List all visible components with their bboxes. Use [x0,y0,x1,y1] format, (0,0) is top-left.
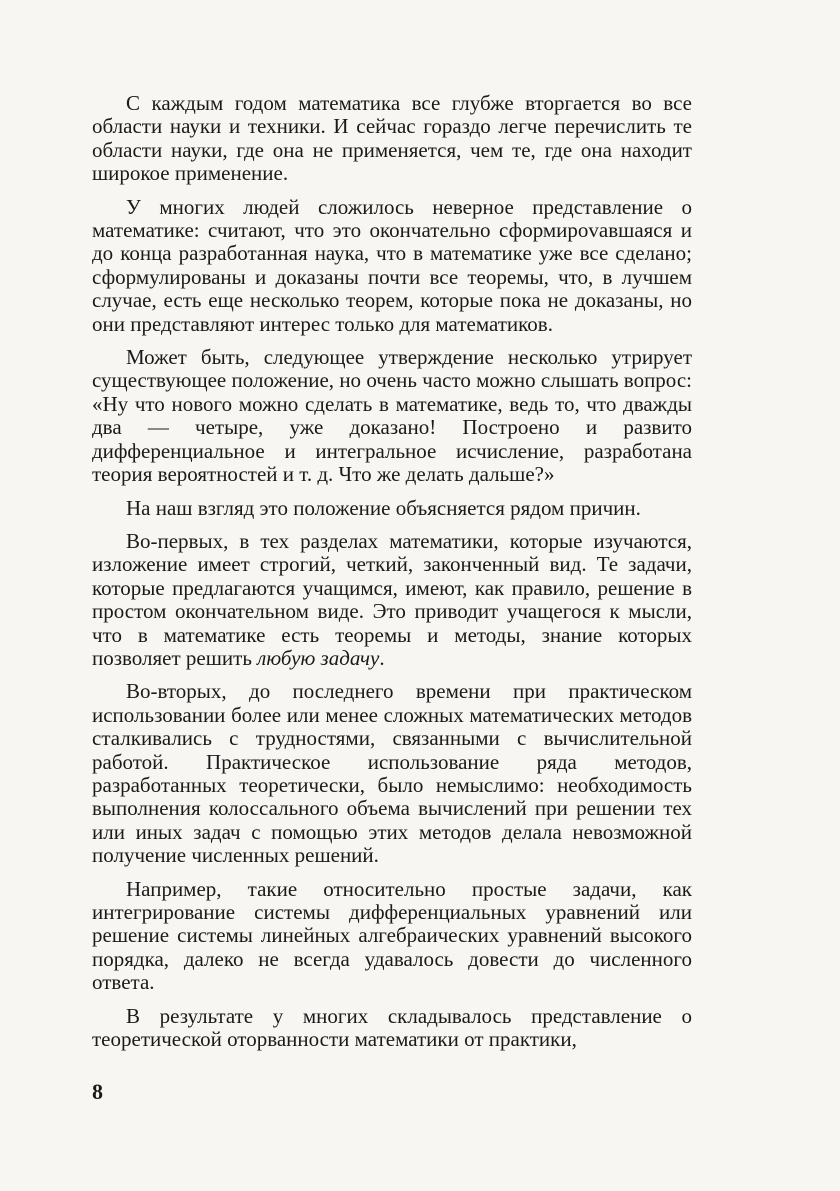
paragraph-4: На наш взгляд это положение объясняется рядом причин. [126,495,641,520]
paragraph-2: У многих людей сложилось неверное представление о математике: считают, что это окончательно сформироvавшаяся и до конца разработанная наука, что в математике уже все сделано; сформулированы и доказаны почти все теоремы, что, в лучшем случае, есть еще несколько теорем, которые пока не доказаны, но они представляют интерес только для математиков. [92,194,692,336]
paragraph-6: Во-вторых, до последнего времени при практическом использовании более или менее сложных математических методов сталкивались с трудностями, связанными с вычислительной работой. Практическое использование ряда методов, разработанных теоретически, было немыслимо: необходимость выполнения колоссального объема вычислений при решении тех или иных задач с помощью этих методов делала невозможной получение численных решений. [92,679,692,868]
paragraph-7: Например, такие относительно простые задачи, как интегрирование системы дифференциальных уравнений или решение системы линейных алгебраических уравнений высокого порядка, далеко не всегда удавалось довести до численного ответа. [92,876,692,995]
paragraph-5-text: Во-первых, в тех разделах математики, которые изучаются, изложение имеет строгий, четкий, законченный вид. Те задачи, которые предлагаются учащимся, имеют, как правило, решение в простом окончательном виде. Это приводит учащегося к мысли, что в математике есть теоремы и методы, знание которых позволяет решить [92,528,692,670]
paragraph-8: В результате у многих складывалось представление о теоретической оторванности математики от практики, [92,1003,692,1052]
paragraph-5-emphasis: любую задачу [257,645,380,670]
page-body [92,92,692,1061]
paragraph-5-tail: . [379,645,385,670]
paragraph-5 [92,530,692,670]
paragraph-1: С каждым годом математика все глубже вторгается во все области науки и техники. И сейчас гораздо легче перечислить те области науки, где она не применяется, чем те, где она находит широкое применение. [92,91,692,186]
paragraph-3: Может быть, следующее утверждение несколько утрирует существующее положение, но очень часто можно слышать вопрос: «Ну что нового можно сделать в математике, ведь то, что дважды два — четыре, уже доказано! Построено и развито дифференциальное и интегральное исчисление, разработана теория вероятностей и т. д. Что же делать дальше?» [92,345,692,487]
page-number: 8 [92,1079,103,1104]
